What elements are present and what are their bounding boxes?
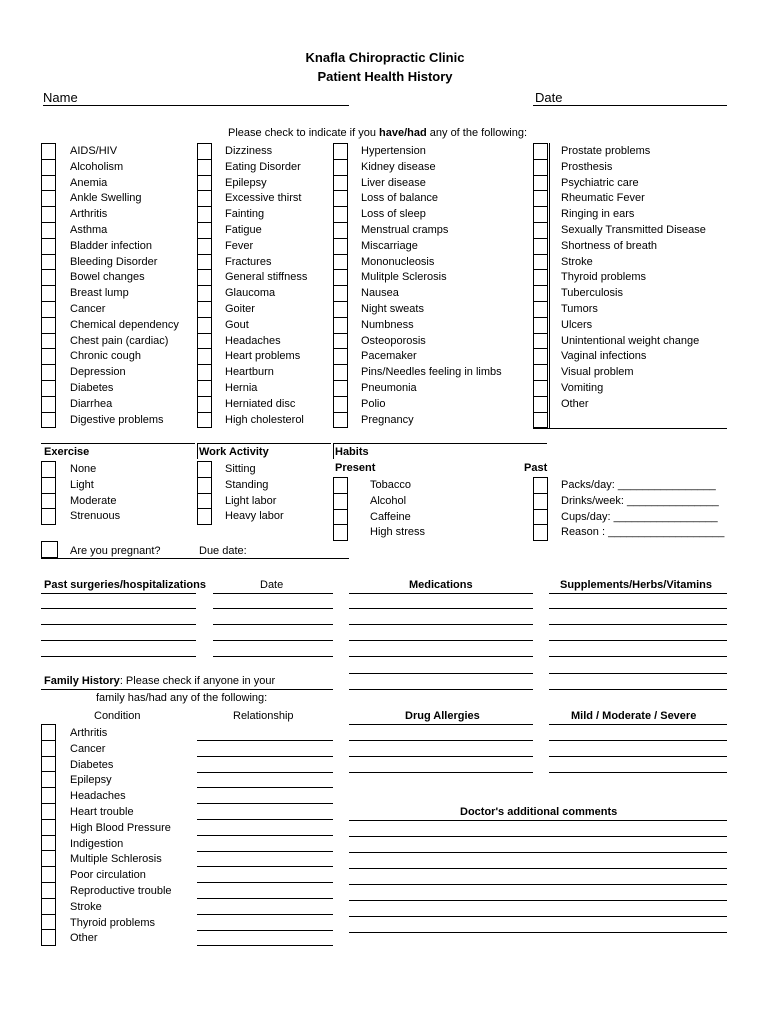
divider (349, 593, 533, 594)
condition-label: Eating Disorder (225, 160, 301, 173)
condition-checkbox[interactable] (533, 364, 548, 381)
habit-past-checkbox[interactable] (533, 493, 548, 510)
work-activity-option: Sitting (225, 463, 256, 475)
family-condition-checkbox[interactable] (41, 787, 56, 804)
condition-checkbox[interactable] (41, 222, 56, 239)
allergy-severity-line[interactable] (549, 740, 727, 741)
condition-label: Osteoporosis (361, 334, 426, 347)
family-relationship-line[interactable] (197, 787, 333, 788)
comment-line[interactable] (349, 884, 727, 885)
pregnant-checkbox[interactable] (41, 541, 58, 558)
condition-label: Fainting (225, 208, 265, 221)
condition-label: Gout (225, 318, 249, 331)
condition-label: Fatigue (225, 224, 262, 236)
allergy-severity-line[interactable] (549, 756, 727, 757)
divider (349, 724, 533, 725)
divider (197, 443, 198, 459)
condition-checkbox[interactable] (41, 159, 56, 176)
family-condition-heading: Condition (94, 710, 141, 722)
family-relationship-line[interactable] (197, 851, 333, 852)
condition-label: Tumors (561, 303, 598, 315)
condition-label: Menstrual cramps (361, 224, 449, 236)
work-activity-option: Light labor (225, 494, 277, 507)
family-heading-bold: Family History (44, 675, 120, 687)
family-relationship-line[interactable] (197, 772, 333, 773)
family-condition-checkbox[interactable] (41, 771, 56, 788)
doctor-comments-heading: Doctor's additional comments (460, 806, 618, 818)
habits-past-label: Past (524, 462, 548, 474)
condition-checkbox[interactable] (197, 143, 212, 160)
condition-checkbox[interactable] (333, 317, 348, 334)
condition-label: Hypertension (361, 145, 426, 157)
condition-checkbox[interactable] (41, 317, 56, 334)
condition-label: Fever (225, 239, 254, 252)
habit-present-checkbox[interactable] (333, 524, 348, 541)
condition-checkbox[interactable] (197, 333, 212, 350)
family-relationship-line[interactable] (197, 866, 333, 867)
family-condition-label: Cancer (70, 742, 106, 755)
condition-label: Numbness (361, 318, 414, 331)
exercise-checkbox[interactable] (41, 477, 56, 494)
family-condition-checkbox[interactable] (41, 898, 56, 915)
condition-checkbox[interactable] (197, 175, 212, 192)
exercise-option: Strenuous (70, 510, 121, 523)
family-condition-label: Poor circulation (70, 869, 146, 882)
family-relationship-heading: Relationship (233, 710, 294, 722)
condition-checkbox[interactable] (41, 269, 56, 286)
habit-present-checkbox[interactable] (333, 493, 348, 510)
condition-label: Ulcers (561, 318, 593, 331)
condition-checkbox[interactable] (533, 333, 548, 350)
condition-label: Alcoholism (70, 160, 124, 173)
family-condition-checkbox[interactable] (41, 724, 56, 741)
condition-label: Epilepsy (225, 176, 267, 189)
condition-label: Goiter (225, 303, 255, 315)
allergy-severity-line[interactable] (549, 772, 727, 773)
condition-label: Dizziness (225, 145, 273, 157)
condition-checkbox[interactable] (533, 222, 548, 239)
work-checkbox[interactable] (197, 508, 212, 525)
condition-label: Sexually Transmitted Disease (561, 224, 706, 236)
condition-label: Prosthesis (561, 160, 613, 173)
condition-label: Loss of balance (361, 192, 439, 205)
condition-label: Unintentional weight change (561, 334, 700, 347)
family-heading-line2: family has/had any of the following: (96, 692, 268, 704)
condition-checkbox[interactable] (333, 238, 348, 255)
work-heading: Work Activity (199, 446, 269, 458)
condition-label: High cholesterol (225, 413, 304, 426)
medication-line[interactable] (349, 640, 533, 641)
family-heading-rest: : Please check if anyone in your (119, 675, 276, 687)
condition-checkbox[interactable] (197, 348, 212, 365)
condition-checkbox[interactable] (533, 412, 548, 429)
surgery-date-heading: Date (260, 579, 284, 591)
work-activity-option: Heavy labor (225, 510, 284, 523)
condition-checkbox[interactable] (533, 159, 548, 176)
divider (333, 443, 334, 459)
supplement-line[interactable] (549, 640, 727, 641)
condition-label: Liver disease (361, 176, 426, 189)
condition-checkbox[interactable] (333, 301, 348, 318)
divider (41, 443, 195, 444)
family-condition-checkbox[interactable] (41, 819, 56, 836)
family-condition-label: Diabetes (70, 758, 114, 771)
medication-line[interactable] (349, 673, 533, 674)
family-relationship-line[interactable] (197, 835, 333, 836)
divider (213, 593, 333, 594)
family-condition-label: Other (70, 932, 98, 945)
supplement-line[interactable] (549, 608, 727, 609)
condition-label: Prostate problems (561, 145, 651, 157)
condition-checkbox[interactable] (197, 380, 212, 397)
condition-label: Bowel changes (70, 271, 145, 284)
surgery-date-line[interactable] (213, 608, 333, 609)
condition-checkbox[interactable] (333, 396, 348, 413)
exercise-checkbox[interactable] (41, 508, 56, 525)
habit-present-checkbox[interactable] (333, 477, 348, 494)
condition-checkbox[interactable] (41, 364, 56, 381)
condition-label: Mulitple Sclerosis (361, 271, 447, 284)
clinic-name: Knafla Chiropractic Clinic (305, 50, 465, 65)
condition-label: Miscarriage (361, 239, 418, 252)
condition-label: Fractures (225, 255, 272, 268)
supplement-line[interactable] (549, 689, 727, 690)
condition-checkbox[interactable] (41, 380, 56, 397)
condition-label: Asthma (70, 224, 108, 236)
habit-quantity: Drinks/week: _______________ (561, 494, 719, 507)
condition-checkbox[interactable] (197, 206, 212, 223)
condition-checkbox[interactable] (197, 159, 212, 176)
condition-checkbox[interactable] (41, 333, 56, 350)
divider (533, 428, 727, 429)
condition-label: Stroke (561, 255, 593, 268)
condition-label: Visual problem (561, 366, 634, 379)
habit-quantity: Cups/day: _________________ (561, 510, 718, 523)
condition-checkbox[interactable] (333, 348, 348, 365)
condition-label: Thyroid problems (561, 271, 646, 284)
habit-past-checkbox[interactable] (533, 509, 548, 526)
habit-label: Tobacco (370, 479, 411, 491)
condition-label: Pregnancy (361, 413, 414, 426)
condition-checkbox[interactable] (533, 380, 548, 397)
condition-label: Pins/Needles feeling in limbs (361, 366, 502, 379)
condition-label: Ringing in ears (561, 208, 635, 221)
habits-heading: Habits (335, 446, 369, 458)
family-condition-checkbox[interactable] (41, 929, 56, 946)
family-condition-label: Stroke (70, 900, 102, 913)
drug-allergy-line[interactable] (349, 740, 533, 741)
habit-label: High stress (370, 526, 426, 539)
condition-checkbox[interactable] (41, 301, 56, 318)
condition-label: Ankle Swelling (70, 192, 142, 205)
condition-label: Digestive problems (70, 413, 164, 426)
family-relationship-line[interactable] (197, 803, 333, 804)
condition-checkbox[interactable] (197, 317, 212, 334)
family-relationship-line[interactable] (197, 945, 333, 946)
instruction-text-post: any of the following: (426, 127, 528, 139)
condition-checkbox[interactable] (197, 412, 212, 429)
condition-label: Other (561, 397, 589, 410)
condition-label: Diarrhea (70, 397, 113, 410)
condition-checkbox[interactable] (197, 396, 212, 413)
condition-checkbox[interactable] (41, 348, 56, 365)
condition-label: Vomiting (561, 382, 604, 394)
family-condition-label: Multiple Schlerosis (70, 853, 162, 866)
condition-label: Chronic cough (70, 350, 141, 363)
work-checkbox[interactable] (197, 493, 212, 510)
surgery-entry-line[interactable] (41, 640, 196, 641)
family-condition-label: Indigestion (70, 837, 124, 850)
exercise-heading: Exercise (44, 446, 90, 458)
condition-label: Pneumonia (361, 382, 417, 394)
family-condition-checkbox[interactable] (41, 866, 56, 883)
surgery-entry-line[interactable] (41, 608, 196, 609)
condition-label: Bleeding Disorder (70, 255, 158, 268)
condition-checkbox[interactable] (533, 301, 548, 318)
habits-present-label: Present (335, 462, 376, 474)
condition-label: Cancer (70, 303, 106, 315)
comment-line[interactable] (349, 820, 727, 821)
condition-checkbox[interactable] (197, 190, 212, 207)
condition-checkbox[interactable] (333, 143, 348, 160)
family-relationship-line[interactable] (197, 930, 333, 931)
condition-label: Tuberculosis (561, 287, 623, 300)
condition-label: Heart problems (225, 350, 301, 363)
condition-checkbox[interactable] (197, 222, 212, 239)
date-field[interactable] (533, 105, 727, 106)
medication-line[interactable] (349, 608, 533, 609)
condition-checkbox[interactable] (333, 222, 348, 239)
condition-checkbox[interactable] (533, 269, 548, 286)
condition-label: Breast lump (70, 287, 129, 300)
condition-label: Chest pain (cardiac) (70, 334, 169, 347)
condition-label: Diabetes (70, 382, 114, 394)
name-field[interactable] (43, 105, 349, 106)
exercise-option: Light (70, 478, 94, 491)
condition-label: Kidney disease (361, 160, 436, 173)
condition-checkbox[interactable] (533, 254, 548, 271)
family-condition-label: Thyroid problems (70, 916, 155, 929)
condition-checkbox[interactable] (333, 412, 348, 429)
condition-checkbox[interactable] (333, 333, 348, 350)
family-condition-checkbox[interactable] (41, 850, 56, 867)
condition-label: Headaches (225, 334, 281, 347)
date-label: Date (535, 90, 563, 105)
family-relationship-line[interactable] (197, 819, 333, 820)
condition-label: Night sweats (361, 303, 424, 315)
condition-label: Polio (361, 397, 386, 410)
drug-allergy-line[interactable] (349, 772, 533, 773)
condition-label: Heartburn (225, 366, 274, 379)
family-relationship-line[interactable] (197, 914, 333, 915)
condition-label: Vaginal infections (561, 350, 647, 363)
condition-label: Herniated disc (225, 397, 296, 410)
condition-checkbox[interactable] (41, 412, 56, 429)
condition-checkbox[interactable] (41, 175, 56, 192)
comment-line[interactable] (349, 868, 727, 869)
drug-allergies-heading: Drug Allergies (405, 710, 480, 722)
pregnant-question: Are you pregnant? (70, 545, 161, 557)
family-condition-label: Reproductive trouble (70, 885, 172, 897)
habit-label: Caffeine (370, 510, 411, 523)
family-condition-checkbox[interactable] (41, 914, 56, 931)
surgery-entry-line[interactable] (41, 656, 196, 657)
condition-checkbox[interactable] (333, 190, 348, 207)
condition-checkbox[interactable] (333, 175, 348, 192)
instruction-text-bold: have/had (379, 127, 427, 139)
condition-checkbox[interactable] (197, 238, 212, 255)
supplement-line[interactable] (549, 673, 727, 674)
family-condition-label: High Blood Pressure (70, 821, 171, 834)
family-condition-label: Headaches (70, 790, 126, 803)
condition-checkbox[interactable] (533, 285, 548, 302)
family-relationship-line[interactable] (197, 882, 333, 883)
family-condition-label: Heart trouble (70, 806, 134, 818)
condition-label: Bladder infection (70, 239, 152, 252)
comment-line[interactable] (349, 852, 727, 853)
habit-quantity: Packs/day: ________________ (561, 479, 716, 491)
condition-label: Depression (70, 366, 126, 379)
comment-line[interactable] (349, 900, 727, 901)
habit-past-checkbox[interactable] (533, 477, 548, 494)
condition-checkbox[interactable] (533, 190, 548, 207)
work-activity-option: Standing (225, 478, 269, 491)
condition-checkbox[interactable] (533, 143, 548, 160)
habit-present-checkbox[interactable] (333, 509, 348, 526)
supplements-heading: Supplements/Herbs/Vitamins (560, 579, 713, 591)
condition-checkbox[interactable] (41, 396, 56, 413)
surgeries-heading: Past surgeries/hospitalizations (44, 579, 206, 591)
drug-allergy-line[interactable] (349, 756, 533, 757)
exercise-checkbox[interactable] (41, 461, 56, 478)
condition-checkbox[interactable] (41, 206, 56, 223)
condition-label: Excessive thirst (225, 192, 302, 205)
family-condition-checkbox[interactable] (41, 756, 56, 773)
condition-label: Mononucleosis (361, 255, 435, 268)
condition-label: Rheumatic Fever (561, 192, 645, 205)
surgery-entry-line[interactable] (41, 624, 196, 625)
medication-line[interactable] (349, 624, 533, 625)
surgery-date-line[interactable] (213, 640, 333, 641)
condition-checkbox[interactable] (333, 159, 348, 176)
medication-line[interactable] (349, 689, 533, 690)
condition-checkbox[interactable] (533, 348, 548, 365)
habit-past-checkbox[interactable] (533, 524, 548, 541)
condition-checkbox[interactable] (333, 254, 348, 271)
condition-checkbox[interactable] (333, 364, 348, 381)
exercise-option: None (70, 463, 97, 475)
condition-label: Chemical dependency (70, 318, 179, 331)
divider (197, 443, 331, 444)
condition-checkbox[interactable] (197, 269, 212, 286)
family-condition-checkbox[interactable] (41, 803, 56, 820)
medication-line[interactable] (349, 656, 533, 657)
comment-line[interactable] (349, 932, 727, 933)
condition-checkbox[interactable] (41, 238, 56, 255)
condition-checkbox[interactable] (41, 285, 56, 302)
condition-label: Loss of sleep (361, 208, 426, 221)
divider (549, 143, 550, 428)
divider (333, 443, 547, 444)
family-relationship-line[interactable] (197, 898, 333, 899)
family-condition-checkbox[interactable] (41, 882, 56, 899)
condition-label: Glaucoma (225, 287, 276, 300)
divider (549, 724, 727, 725)
condition-label: Psychiatric care (561, 176, 639, 189)
family-condition-checkbox[interactable] (41, 740, 56, 757)
condition-label: Arthritis (70, 208, 108, 221)
instruction-text-pre: Please check to indicate if you (228, 127, 380, 139)
condition-checkbox[interactable] (41, 190, 56, 207)
condition-checkbox[interactable] (41, 143, 56, 160)
condition-label: Anemia (70, 176, 108, 189)
condition-label: Pacemaker (361, 350, 417, 363)
condition-checkbox[interactable] (533, 396, 548, 413)
exercise-option: Moderate (70, 494, 117, 507)
comment-line[interactable] (349, 836, 727, 837)
medications-heading: Medications (409, 579, 473, 591)
condition-checkbox[interactable] (197, 301, 212, 318)
condition-checkbox[interactable] (533, 175, 548, 192)
comment-line[interactable] (349, 916, 727, 917)
habit-label: Alcohol (370, 494, 407, 507)
condition-checkbox[interactable] (333, 269, 348, 286)
supplement-line[interactable] (549, 656, 727, 657)
form-title: Patient Health History (317, 69, 453, 84)
condition-label: Hernia (225, 382, 258, 394)
condition-checkbox[interactable] (197, 285, 212, 302)
condition-checkbox[interactable] (333, 285, 348, 302)
due-date-label: Due date: (199, 545, 247, 557)
condition-label: Nausea (361, 287, 399, 300)
condition-label: AIDS/HIV (70, 145, 118, 157)
condition-checkbox[interactable] (533, 206, 548, 223)
condition-checkbox[interactable] (333, 380, 348, 397)
family-condition-checkbox[interactable] (41, 835, 56, 852)
divider (549, 593, 727, 594)
condition-checkbox[interactable] (533, 238, 548, 255)
surgery-date-line[interactable] (213, 624, 333, 625)
condition-checkbox[interactable] (197, 254, 212, 271)
condition-label: Shortness of breath (561, 239, 658, 252)
family-relationship-line[interactable] (197, 740, 333, 741)
allergy-severity-heading: Mild / Moderate / Severe (571, 710, 697, 722)
family-heading (44, 674, 275, 688)
condition-checkbox[interactable] (197, 364, 212, 381)
family-condition-label: Epilepsy (70, 774, 112, 787)
divider (41, 689, 333, 690)
work-checkbox[interactable] (197, 477, 212, 494)
condition-checkbox[interactable] (333, 206, 348, 223)
divider (41, 593, 196, 594)
family-relationship-line[interactable] (197, 756, 333, 757)
supplement-line[interactable] (549, 624, 727, 625)
name-label: Name (43, 90, 78, 105)
surgery-date-line[interactable] (213, 656, 333, 657)
habit-quantity: Reason : ___________________ (561, 526, 725, 539)
family-condition-label: Arthritis (70, 727, 108, 739)
exercise-checkbox[interactable] (41, 493, 56, 510)
condition-label: General stiffness (225, 271, 308, 284)
work-checkbox[interactable] (197, 461, 212, 478)
condition-checkbox[interactable] (41, 254, 56, 271)
due-date-field[interactable] (41, 558, 349, 559)
condition-checkbox[interactable] (533, 317, 548, 334)
conditions-instruction (228, 126, 527, 140)
